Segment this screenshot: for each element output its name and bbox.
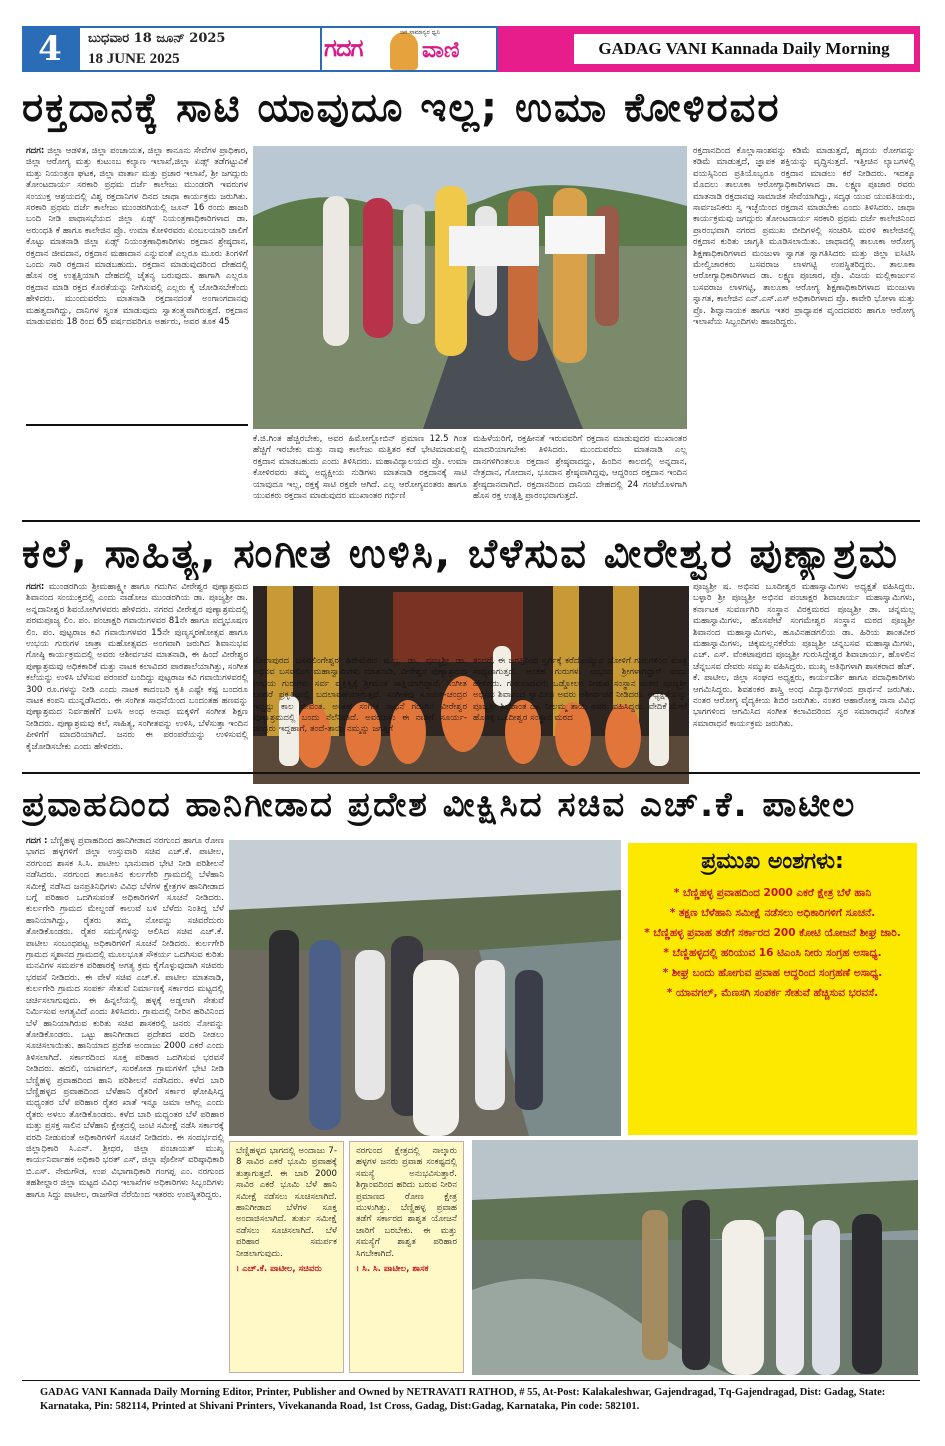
- story1-column-2a: ಕೆ.ಜಿ.ಗಿಂತ ಹೆಚ್ಚಿರಬೇಕು, ಅವರ ಹಿಮೋಗ್ಲೋಬಿನ್ ಪ್ರಮಾಣ 12.5 ಗಿಂತ ಹೆಚ್ಚಿಗೆ ಇರಬೇಕು ಮತ್ತು ನಾವು ಕಾಲೇಜು ಮತ್ತಿತರ ಕಡೆ ಭೇಟಿಮಾಡುವಲ್ಲಿ ರಕ್ತದಾನ ಮಾಡಬಹುದು ಎಂದು ತಿಳಿಸಿದರು. ಮಹಾವಿದ್ಯಾಲಯದ ಪ್ರೊ. ಉಮಾ ಕೋಳಿರವರು ತಮ್ಮ ಅಧ್ಯಕ್ಷೀಯ ನುಡಿಗಳು ಮಾತನಾಡಿ ರಕ್ತದಾನಕ್ಕೆ ಸಾಟಿ ಯಾವುದೂ ಇಲ್ಲ, ರಕ್ತಕ್ಕೆ ಸಾಟಿ ರಕ್ತವೇ ಆಗಿದೆ. ಎಲ್ಲ ಆರೋಗ್ಯವಂತರು ಹಾಗೂ ಯುವಕರು ರಕ್ತದಾನ ಮಾಡುವುದರ ಮುಖಾಂತರ ಗರ್ಭಿಣಿ: [253, 434, 467, 502]
- story2-body-1: ಮುಂಡರಗಿಯ ಶ್ರೀಮಹಾಕ್ಷ್ಮೀ ಹಾಗೂ ಗದುಗಿನ ವೀರೇಶ್ವರ ಪುಣ್ಯಾಶ್ರಮದ ಶಿವಾನಂದ ಸಂಯುಕ್ತದಲ್ಲಿ ಎಂದು ನಾಡೋಜ ಮುಂಡರಗಿಯ ಡಾ. ಪೂಜ್ಯಶ್ರೀ ಡಾ. ಅನ್ನದಾನೀಶ್ವರ ಶಿವಯೋಗಿಗಳವರು ಹೇಳಿದರು. ನಗರದ ವೀರೇಶ್ವರ ಪುಣ್ಯಾಶ್ರಮದಲ್ಲಿ ಪರಮಪೂಜ್ಯ ಲಿಂ. ಪಂ. ಪಂಚಾಕ್ಷರಿ ಗವಾಯಿಗಳವರ 81ನೇ ಹಾಗೂ ಪದ್ಮಭೂಷಣ ಲಿಂ. ಪಂ. ಪುಟ್ಟರಾಜ ಕವಿ ಗವಾಯಿಗಳವರ 15ನೇ ಪುಣ್ಯಸ್ಮರಣೋತ್ಸವ ಹಾಗೂ ಉಭಯ ಗುರುಗಳ ಜಾತ್ರಾ ಮಹೋತ್ಸವದ ಅಂಗವಾಗಿ ಜರುಗಿದ ಶಿವಾನುಭವ ಗೋಷ್ಠಿ ಕಾರ್ಯಕ್ರಮದಲ್ಲಿ ಅವರು ಆಶೀರ್ವಚನ ಮಾತನಾಡಿ, ಈ ಹಿಂದೆ ವೀರೇಶ್ವರ ಪುಣ್ಯಾಶ್ರಮವು ಅಧಿಕಕಾರಿಕೆ ಮತ್ತು ನಾಟಕ ಕಲಾವಿದರ ಪಾಠಶಾಲೆಯಾಗಿತ್ತು, ಸಂಗೀತ ಕಲೆಯನ್ನು ಉಳಿಸಿ ಬೆಳೆಸುವ ಪರಂಪರೆ ಬಂದಿದ್ದು ಪುಟ್ಟರಾಜ ಕವಿ ಗವಾಯಿಗಳವರಲ್ಲಿ 300 ರೂ.ಗಳನ್ನು ನೀಡಿ ಎಂದು ನಾಟಕ ಕಾದಂಬರಿ ಕೃತಿ ಎಷ್ಟೇ ಕಷ್ಟ ಬಂದರೂ ನಾಟಕ ಕಂಪನಿ ಮುನ್ನಡೆಸಿದರು. ಈ ಸಂಗೀತ ಸಾಧನೆಯಿಂದ ಬಂದಂತಹ ಹಣವನ್ನು ಪುಣ್ಯಾಶ್ರಮದ ನಿರ್ವಹಣೆಗೆ ಬಳಸಿ ಅಂಧ ಅನಾಥ ಮಕ್ಕಳಿಗೆ ಸಂಗೀತ ಶಿಕ್ಷಣ ನೀಡಿದರು. ಪುಣ್ಯಾಶ್ರಮವು ಕಲೆ, ಸಾಹಿತ್ಯ, ಸಂಗೀತವನ್ನು ಉಳಿಸಿ, ಬೆಳೆಸುತ್ತಾ ಇಂದಿನ ಪೀಳಿಗೆಗೆ ಮಾದರಿಯಾಗಿದೆ. ಜನರು ಈ ಪರಂಪರೆಯನ್ನು ಉಳಿಸುವಲ್ಲಿ ಕೈಜೋಡಿಸಬೇಕು ಎಂದು ಹೇಳಿದರು.: [26, 582, 248, 752]
- story1-headline: ರಕ್ತದಾನಕ್ಕೆ ಸಾಟಿ ಯಾವುದೂ ಇಲ್ಲ; ಉಮಾ ಕೋಳಿರವರ: [22, 85, 781, 131]
- story1-dateline: ಗದಗ:: [26, 146, 45, 156]
- divider: [26, 424, 248, 426]
- date-kannada: ಬುಧವಾರ 18 ಜೂನ್ 2025: [88, 31, 226, 46]
- story3-body-1: ಬೆಣ್ಣಿಹಳ್ಳ ಪ್ರವಾಹದಿಂದ ಹಾನಿಗೀಡಾದ ನರಗುಂದ ಹಾಗೂ ರೋಣ ಭಾಗದ ಹಳ್ಳಗಳಿಗೆ ಜಿಲ್ಲಾ ಉಸ್ತುವಾರಿ ಸಚಿವ ಎಚ್.ಕೆ. ಪಾಟೀಲ, ನರಗುಂದ ಶಾಸಕ ಸಿ.ಸಿ. ಪಾಟೀಲ ಭಾನುವಾರ ಭೇಟಿ ನೀಡಿ ಪರಿಶೀಲನೆ ನಡೆಸಿದರು. ನರಗುಂದ ತಾಲೂಕಿನ ಕುರ್ಲಗೇರಿ ಗ್ರಾಮದಲ್ಲಿ ಬೆಳೆಹಾನಿ ಸಮೀಕ್ಷೆ ನಡೆಸಿದ ಜನಪ್ರತಿನಿಧಿಗಳು ವಿವಿಧ ಬೆಳೆಗಳ ಕ್ಷೇತ್ರಗಳ ಹಾನಿಗೀಡಾದ ಬಗ್ಗೆ ಪರಿಹಾರ ಒದಗಿಸುವಂತೆ ಅಧಿಕಾರಿಗಳಿಗೆ ಸೂಚನೆ ನೀಡಿದರು. ಕುರ್ಲಗೇರಿ ಗ್ರಾಮದ ಮೇಲ್ದಂಡೆ ಕಾಲುವೆ ಬಳಿ ಬೆಳೆದು ನಿಂತಿದ್ದ ಬೆಳೆ ಹಾನಿಯಾಗಿದ್ದು, ರೈತರು ತಮ್ಮ ನೋವನ್ನು ಸಚಿವರೆದುರು ತೋಡಿಕೊಂಡರು. ರೈತರ ಸಮಸ್ಯೆಗಳನ್ನು ಆಲಿಸಿದ ಸಚಿವ ಎಚ್.ಕೆ. ಪಾಟೀಲ ಸಂಬಂಧಪಟ್ಟ ಅಧಿಕಾರಿಗಳಿಗೆ ಸೂಚನೆ ನೀಡಿದರು. ಕುರ್ಲಗೇರಿ ಗ್ರಾಮದ ಸ್ಮಶಾನದ ಗ್ರಾಮದಲ್ಲಿ ಮೂಲಭೂತ ಸೌಕರ್ಯ ಒದಗಿಸುವ ಕುರಿತು ಮನವಿಗಳ ಸಮರ್ಪಕ ಪರಿಹಾರಕ್ಕೆ ಅಗತ್ಯ ಕ್ರಮ ಕೈಗೊಳ್ಳುವುದಾಗಿ ಸಚಿವರು ಭರವಸೆ ನೀಡಿದರು. ಈ ವೇಳೆ ಸಚಿವ ಎಚ್.ಕೆ. ಪಾಟೀಲ ಮಾತನಾಡಿ, ಕುರ್ಲಗೇರಿ ಗ್ರಾಮದ ಸಂಪರ್ಕ ಸೇತುವೆ ನಿರ್ಮಾಣಕ್ಕೆ ಸರ್ಕಾರದ ಮಟ್ಟದಲ್ಲಿ ಚರ್ಚಿಸಲಾಗುವುದು. ಈ ಹಿನ್ನಲೆಯಲ್ಲಿ ಹಳ್ಳಕ್ಕೆ ಅಡ್ಡಲಾಗಿ ಸೇತುವೆ ನಿರ್ಮಿಸುವ ಅಗತ್ಯವಿದೆ ಎಂದು ತಿಳಿಸಿದರು. ಗ್ರಾಮದಲ್ಲಿ ನೀರಿನ ಹರಿವಿನಿಂದ ಬೆಳೆ ಹಾನಿಯಾಗಿರುವ ಕುರಿತು ಸಚಿವ ಶಾಸಕರಲ್ಲಿ ಜನರು ನೋವನ್ನು ತೋಡಿಕೊಂಡರು. ಒಟ್ಟು ಹಾನಿಗೀಡಾದ ಪ್ರದೇಶದ ವರದಿ ನೀಡಲು ಸೂಚಿಸಲಾಯಿತು. ಹಾನಿಯಾದ ಪ್ರದೇಶ ಅಂದಾಜು 2000 ಎಕರೆ ಎಂದು ತಿಳಿಸಲಾಗಿದೆ. ಸರ್ಕಾರದಿಂದ ಸೂಕ್ತ ಪರಿಹಾರ ಒದಗಿಸುವ ಭರವಸೆ ನೀಡಿದರು. ಹದಲಿ, ಯಾವಗಲ್, ಸುರಕೋಡ ಗ್ರಾಮಗಳಿಗೆ ಭೇಟಿ ನೀಡಿ ಬೆಣ್ಣಿಹಳ್ಳ ಪ್ರವಾಹದಿಂದ ಹಾನಿ ಪರಿಶೀಲನೆ ನಡೆಸಿದರು. ಕಳೆದ ಬಾರಿ ಬೆಣ್ಣಿಹಳ್ಳದ ಪ್ರವಾಹದಿಂದ ಬೆಳೆಹಾನಿ ರೈತರಿಗೆ ಸರ್ಕಾರ ಘೋಷಿಸಿದ್ದ ಮಧ್ಯಂತರ ಬೆಳೆ ಪರಿಹಾರ ರೈತರ ಖಾತೆ ಇನ್ನೂ ಜಮಾ ಆಗಿಲ್ಲ ಎಂದು ರೈತರು ಅಳಲು ತೋಡಿಕೊಂಡರು. ಕಳೆದ ಬಾರಿ ಮಧ್ಯಂತರ ಬೆಳೆ ಪರಿಹಾರ ಮತ್ತು ಪ್ರಸಕ್ತ ಸಾಲಿನ ಬೆಳೆಹಾನಿ ಕ್ಷೇತ್ರದಲ್ಲಿ ಜಂಟಿ ಸಮೀಕ್ಷೆ ನಡೆಸಿ ಸರ್ಕಾರಕ್ಕೆ ವರದಿ ನೀಡುವಂತೆ ಅಧಿಕಾರಿಗಳಿಗೆ ಸೂಚನೆ ನೀಡಿದರು. ಈ ಸಂದರ್ಭದಲ್ಲಿ ಜಿಲ್ಲಾಧಿಕಾರಿ ಸಿ.ಎನ್. ಶ್ರೀಧರ, ಜಿಲ್ಲಾ ಪಂಚಾಯತ್ ಮುಖ್ಯ ಕಾರ್ಯನಿರ್ವಾಹಕ ಅಧಿಕಾರಿ ಭರತ್ ಎಸ್, ಜಿಲ್ಲಾ ಪೊಲೀಸ್ ವರಿಷ್ಠಾಧಿಕಾರಿ ಬಿ.ಎಸ್. ನೇಮಗೌಡ, ಉಪ ವಿಭಾಗಾಧಿಕಾರಿ ಗಂಗಪ್ಪ ಎಂ. ನರಗುಂದ ತಹಶೀಲ್ದಾರ ಜಿಲ್ಲಾ ಮಟ್ಟದ ವಿವಿಧ ಇಲಾಖೆಗಳ ಅಧಿಕಾರಿಗಳು ಸಿಬ್ಬಂದಿಗಳು ಹಾಗೂ ಸಿದ್ದು ಪಾಟೀಲ, ರಾಜಗೌಡ ನೆರೆಯಿಂದ ಇತರರು ಉಪಸ್ಥಿತರಿದ್ದರು.: [26, 836, 224, 1200]
- flood-photo-illustration: [472, 1140, 918, 1375]
- date-english: 18 JUNE 2025: [88, 51, 180, 67]
- highlight-item: * ಬೆಣ್ಣಿಹಳ್ಳ ಪ್ರವಾಹ ತಡೆಗೆ ಸರ್ಕಾರದ 200 ಕೋಟಿ ಯೋಜನೆ ಶೀಘ್ರ ಜಾರಿ.: [644, 927, 901, 939]
- minister-quote-byline: । ಎಚ್.ಕೆ. ಪಾಟೀಲ, ಸಚಿವರು: [236, 1264, 322, 1275]
- highlight-item: * ತಕ್ಷಣ ಬೆಳೆಹಾನಿ ಸಮೀಕ್ಷೆ ನಡೆಸಲು ಅಧಿಕಾರಿಗಳಿಗೆ ಸೂಚನೆ.: [669, 907, 876, 919]
- highlight-item: * ಬೆಣ್ಣಿಹಳ್ಳದಲ್ಲಿ ಹರಿಯುವ 16 ಟಿಎಂಸಿ ನೀರು ಸಂಗ್ರಹ ಅಸಾಧ್ಯ.: [663, 947, 882, 959]
- masthead-title: GADAG VANI Kannada Daily Morning: [574, 34, 914, 64]
- inspection-photo-illustration: [229, 840, 621, 1136]
- story2-column-2a: ಸೊಲಾಪುರದ ಬಸವಲಿಂಗೇಶ್ವರ ಹಿರೇಮಠದ ಷ.ಬ್ರ. ಡಾ. ಪೂಜ್ಯಶ್ರೀ ಡಾ. ಅಭಿನವ ಬಸವಲಿಂಗ ಮಹಾಸ್ವಾಮಿಗಳು ಮಾತನಾಡಿ, ವೀರೇಶ್ವರ ಪುಣ್ಯಾಶ್ರಮದ ಉಭಯ ಗುರುಗಳು ಸರ್ವ ವ್ಯಕ್ತಿತ್ವಕ್ಕೆ ಶ್ರೀಮಂತ ಸಾಕ್ಷಿಯಾಗಿದ್ದಾರೆ. ಸಂಗೀತ ಬಂದರೆ ಪ್ರಕೃತಿಯಲ್ಲಿ ಬದಲಾವಣೆಯಾಗುತ್ತದೆ. ಸಂಗೀತವು ಸೂರ್ಯ-ಚಂದ್ರರ ಇದ್ದಷ್ಟು ಕಾಲ ಜೀವಂತ. ಅಂತಹ ಸಂಗೀತ ಸಾಧನೆ ಗದುಗಿನ ವೀರೇಶ್ವರ ಪುಣ್ಯಾಶ್ರಮದಲ್ಲಿ ಬಂದು ನೆಲೆನಿಂತಿದೆ. ಅವರುಗಳು ಈ ನಾಡಿಗೆ ಸೂರ್ಯ-ಚಂದ್ರರು ಇದ್ದಹಾಗೆ, ತಂದೆ-ತಾಯಿ ನಮ್ಮನ್ನು ಜಗತ್ತಿಗೆ: [253, 656, 467, 735]
- masthead-title-bar: [498, 26, 920, 72]
- section-divider: [22, 520, 920, 522]
- section-divider: [22, 772, 920, 774]
- highlight-item: * ಶೀಘ್ರ ಬಂದು ಹೋಗುವ ಪ್ರವಾಹ ಆದ್ದರಿಂದ ಸಂಗ್ರಹಣೆ ಅಸಾಧ್ಯ.: [662, 967, 883, 979]
- mla-quote-box: [349, 1141, 464, 1373]
- story1-column-1: [26, 146, 248, 416]
- mla-quote-text: ನರಗುಂದ ಕ್ಷೇತ್ರದಲ್ಲಿ ನಾಲ್ಕಾರು ಹಳ್ಳಗಳ ಜನರು ಪ್ರವಾಹ ಸಂಕಷ್ಟದಲ್ಲಿ ಸಮಸ್ಯೆ ಅನುಭವಿಸುತ್ತಾರೆ. ಶಿಗ್ಗಾಂವದಿಂದ ಹರಿದು ಬರುವ ನೀರಿನ ಪ್ರಮಾಣದ ರೋಣ ಕ್ಷೇತ್ರ ಮುಳುಗಿತ್ತು. ಬೆಣ್ಣಿಹಳ್ಳ ಪ್ರವಾಹ ತಡೆಗೆ ಸರ್ಕಾರದ ಶಾಶ್ವತ ಯೋಜನೆ ಜಾರಿಗೆ ಬರಬೇಕು. ಈ ಮತ್ತು ಸಮಸ್ಯೆಗೆ ಶಾಶ್ವತ ಪರಿಹಾರ ಸಿಗಬೇಕಾಗಿದೆ.: [356, 1146, 457, 1259]
- rally-photo-illustration: [253, 146, 687, 429]
- mla-quote-byline: । ಸಿ. ಸಿ. ಪಾಟೀಲ, ಶಾಸಕ: [356, 1264, 429, 1275]
- story3-dateline: ಗದಗ :: [26, 836, 48, 846]
- story2-headline: ಕಲೆ, ಸಾಹಿತ್ಯ, ಸಂಗೀತ ಉಳಿಸಿ, ಬೆಳೆಸುವ ವೀರೇಶ್ವರ ಪುಣ್ಯಾಶ್ರಮ: [22, 531, 899, 577]
- highlight-item: * ಬೆಣ್ಣಿಹಳ್ಳ ಪ್ರವಾಹದಿಂದ 2000 ಎಕರೆ ಕ್ಷೇತ್ರ ಬೆಳೆ ಹಾನಿ: [673, 887, 872, 899]
- logo-text-left: ಗದಗ: [324, 34, 363, 62]
- story2-dateline: ಗದಗ:: [26, 582, 45, 592]
- newspaper-logo: [322, 26, 498, 72]
- date-box: [78, 26, 322, 72]
- story1-body-1: ಜಿಲ್ಲಾ ಆಡಳಿತ, ಜಿಲ್ಲಾ ಪಂಚಾಯತ, ಜಿಲ್ಲಾ ಕಾನೂನು ಸೇವೆಗಳ ಪ್ರಾಧಿಕಾರ, ಜಿಲ್ಲಾ ಆರೋಗ್ಯ ಮತ್ತು ಕುಟುಂಬ ಕಲ್ಯಾಣ ಇಲಾಖೆ,ಜಿಲ್ಲಾ ಏಡ್ಸ್ ತಡೆಗಟ್ಟುವಿಕೆ ಮತ್ತು ನಿಯಂತ್ರಣ ಘಟಕ, ಜಿಲ್ಲಾ ವಾರ್ತಾ ಮತ್ತು ಪ್ರಚಾರ ಇಲಾಖೆ, ಶ್ರೀ ಜಗದ್ಗುರು ತೋಂಟದಾರ್ಯ ಸರಕಾರಿ ಪ್ರಥಮ ದರ್ಜೆ ಕಾಲೇಜು ಮುಂಡರಗಿ ಇವರುಗಳ ಸಂಯುಕ್ತ ಆಶ್ರಯದಲ್ಲಿ ವಿಶ್ವ ರಕ್ತದಾನಿಗಳ ದಿನದ ಜಾಥಾ ಕಾರ್ಯಕ್ರಮ ಜರುಗಿತು. ಸರಕಾರಿ ಪ್ರಥಮ ದರ್ಜೆ ಕಾಲೇಜು ಮುಂಡರಗಿಯಲ್ಲಿ ಜೂನ್ 16 ರಂದು ಹಾಜರಿ ಬಂದಿ ನೀಡಿ ಪಾಥಾಸಭೆಯದ ಜಿಲ್ಲಾ ಏಡ್ಸ್ ನಿಯಂತ್ರಣಾಧಿಕಾರಿಗಳಾದ ಡಾ. ಅರುಂಧತಿ ಕೆ ಹಾಗೂ ಕಾಲೇಜಿನ ಪ್ರೊ. ಉಮಾ ಕೋಳಿರವರು ಏಂಬಲಯಾರಿ ಜಾಲಿಗೆ ಕೊಟ್ಟು ಮಾತನಾಡಿ ಜಿಲ್ಲಾ ಏಡ್ಸ್ ನಿಯಂತ್ರಣಾಧಿಕಾರಿಗಳು ರಕ್ತದಾನ ಶ್ರೇಷ್ಠದಾನ, ರಕ್ತದಾನ ಜೀವದಾನ, ರಕ್ತದಾನ ಮಹಾದಾನ ಎನ್ನುವಂತೆ ಎಲ್ಲರೂ ಮೂರು ತಿಂಗಳಿಗೆ ಒಂದು ಸಾರಿ ರಕ್ತದಾನ ಮಾಡಬಹುದು. ರಕ್ತದಾನ ಮಾಡುವುದರಿಂದ ದೇಹದಲ್ಲಿ ಹೊಸ ರಕ್ತ ಉತ್ಪತ್ತಿಯಾಗಿ ದೇಹದಲ್ಲಿ ಚೈತನ್ಯ ಬರುವುದು. ಹಾಗಾಗಿ ಎಲ್ಲರೂ ರಕ್ತದಾನ ಮಾಡಿ ರಕ್ತದ ಕೊರತೆಯನ್ನು ನೀಗಿಸುವಲ್ಲಿ ಎಲ್ಲರು ಕೈ ಜೋಡಿಸಬೇಕೆಂದು ಹೇಳಿದರು. ಮುಂದುವರೆದು ಮಾತನಾಡಿ ರಕ್ತದಾನದಂತೆ ಅಂಗಾಂಗದಾನವು ಮಹತ್ವದಾಗಿದ್ದು, ದಾನಿಗಳ ಸ್ವಂತ ಮಾಡುವುದು ಸ್ವಾತಂತ್ರ್ಯವಾಗಿರುತ್ತದೆ. ರಕ್ತದಾನ ಮಾಡುವವರು 18 ರಿಂದ 65 ವರ್ಷದವರಿಗೂ ಅರ್ಹರು, ಅವರ ತೂಕ 45: [26, 146, 248, 328]
- masthead: [22, 26, 920, 72]
- page-number: 4: [22, 26, 78, 72]
- story1-photo-blood-donation-rally: [253, 146, 687, 429]
- story3-photo-minister-inspection: [229, 840, 621, 1136]
- logo-tagline: ಜನ ಸಾಮಾನ್ಯರ ಧ್ವನಿ: [400, 29, 440, 36]
- logo-text-right: ವಾಣಿ: [422, 38, 460, 63]
- minister-quote-text: ಬೆಣ್ಣಿಹಳ್ಳದ ಭಾಗದಲ್ಲಿ ಅಂದಾಜು 7-8 ಸಾವಿರ ಎಕರೆ ಭೂಮಿ ಪ್ರವಾಹಕ್ಕೆ ತುತ್ತಾಗುತ್ತದೆ. ಈ ಬಾರಿ 2000 ಸಾವಿರ ಎಕರೆ ಭೂಮಿ ಬೆಳೆ ಹಾನಿ ಸಮೀಕ್ಷೆ ನಡೆಸಲು ಸೂಚಿಸಲಾಗಿದೆ. ಹಾನಿಗೀಡಾದ ಬೆಳೆಗಳ ಸೂಕ್ತ ಅಂದಾಜಿಸಲಾಗಿದೆ. ತುರ್ತು ಸಮೀಕ್ಷೆ ನಡೆಸಲು ಸೂಚಿಸಲಾಗಿದೆ. ಬೆಳೆ ಪರಿಹಾರ ಸಮರ್ಪಕ ನೀಡಲಾಗುವುದು.: [236, 1146, 337, 1259]
- highlight-item: * ಯಾವಗಲ್, ಮೆಣಸಗಿ ಸಂಪರ್ಕ ಸೇತುವೆ ಹೆಚ್ಚಿಸುವ ಭರವಸೆ.: [666, 987, 879, 999]
- story3-column-1: [26, 836, 224, 1372]
- story3-photo-flood-site: [472, 1140, 918, 1375]
- minister-quote-box: [229, 1141, 344, 1373]
- highlights-title: ಪ್ರಮುಖ ಅಂಶಗಳು:: [701, 849, 844, 874]
- story3-headline: ಪ್ರವಾಹದಿಂದ ಹಾನಿಗೀಡಾದ ಪ್ರದೇಶ ವೀಕ್ಷಿಸಿದ ಸಚಿವ ಎಚ್.ಕೆ. ಪಾಟೀಲ: [22, 785, 857, 825]
- logo-figure-icon: [390, 32, 418, 70]
- imprint-footer: GADAG VANI Kannada Daily Morning Editor, Printer, Publisher and Owned by NETRAVATI RATHOD, # 55, At-Post: Kalakaleshwar, Gajendragad, Tq-Gajendragad, Dist: Gadag, State: Karnataka, Pin: 582114, Printed at Shivani Printers, Vivekananda Road, 1st Cross, Gadag, Dist:Gadag, Karnataka, Pin code: 582101.: [40, 1387, 886, 1412]
- highlights-box: [628, 843, 917, 1135]
- footer-divider: [22, 1380, 920, 1381]
- story1-column-2b: ಮಹಿಳೆಯರಿಗೆ, ರಕ್ತಹೀನತೆ ಇರುವವರಿಗೆ ರಕ್ತದಾನ ಮಾಡುವುದರ ಮುಖಾಂತರ ಮಾದರಿಯಾಗಬೇಕು ತಿಳಿಸಿದರು. ಮುಂದುವರೆದು ಮಾತನಾಡಿ ಎಲ್ಲ ದಾನಗಳಿಗಿಂತಲೂ ರಕ್ತದಾನ ಶ್ರೇಷ್ಠವಾದದ್ದು, ಹಿಂದಿನ ಕಾಲದಲ್ಲಿ ಅನ್ನದಾನ, ನೇತ್ರದಾನ, ಗೋದಾನ, ಭೂದಾನ ಶ್ರೇಷ್ಠವಾಗಿದ್ದವು, ಆದ್ದರಿಂದ ರಕ್ತದಾನ ಇಂದಿನ ಶ್ರೇಷ್ಠದಾನವಾಗಿದೆ. ರಕ್ತದಾನದಿಂದ ದಾನಿಯ ದೇಹದಲ್ಲಿ 24 ಗಂಟೆಯೊಳಗಾಗಿ ಹೊಸ ರಕ್ತ ಉತ್ಪತ್ತಿ ಪ್ರಾರಂಭವಾಗುತ್ತದೆ.: [473, 434, 687, 502]
- story1-column-3: ರಕ್ತದಾನದಿಂದ ಕೊಲ್ಲಾಸಾಂಶವನ್ನು ಕಡಿಮೆ ಮಾಡುತ್ತದೆ, ಹೃದಯ ರೋಗವನ್ನು ಕಡಿಮೆ ಮಾಡುತ್ತದೆ, ಜ್ಞಾಪಕ ಶಕ್ತಿಯನ್ನು ವೃದ್ಧಿಸುತ್ತದೆ. ಇತ್ತೀಚಿನ ಲ್ಯಾಬಗಳಲ್ಲಿ ವಯಸ್ಸಿನಿಂದ ಪ್ರತಿಯೊಬ್ಬರೂ ರಕ್ತದಾನ ಮಾಡಲು ಕರೆ ನೀಡಿದರು. ಇದಕ್ಕೂ ಮೊದಲು ತಾಲೂಕಾ ಆರೋಗ್ಯಾಧಿಕಾರಿಗಳಾದ ಡಾ. ಲಕ್ಷ್ಮಣ ಪೂಜಾರ ರವರು ಮಾತನಾಡಿ ರಕ್ತದಾನವು ಸಾಮಾಜಿಕ ಸೇವೆಯಾಗಿದ್ದು, ಸದೃಢ ಯುವ ಯುವತಿಯರು, ಸಾರ್ವಜನಿಕರು ಸ್ವ ಇಚ್ಛೆಯಿಂದ ರಕ್ತದಾನ ಮಾಡಬೇಕು ಎಂದು ತಿಳಿಸಿದರು. ಜಾಥಾ ಕಾರ್ಯಕ್ರಮವು ಜಗದ್ಗುರು ತೋಂಟದಾರ್ಯ ಸರಕಾರಿ ಪ್ರಥಮ ದರ್ಜೆ ಕಾಲೇಜಿನಿಂದ ಪ್ರಾರಂಭವಾಗಿ ನಗರದ ಪ್ರಮುಖ ಬೀದಿಗಳಲ್ಲಿ ಸಂಚರಿಸಿ ಮರಳಿ ಕಾಲೇಜಿನಲ್ಲಿ ರಕ್ತದಾನ ಕುರಿತು ಜಾಗೃತಿ ಮೂಡಿಸಲಾಯಿತು. ಜಾಥಾದಲ್ಲಿ ತಾಲೂಕಾ ಆರೋಗ್ಯ ಶಿಕ್ಷಣಾಧಿಕಾರಿಗಳಾದ ಮಂಜುಳಾ ಸ್ವಾಗತ ಸ್ವಾಗತಿಸಿದರು ಮತ್ತು ಜಿಲ್ಲಾ ಐಸಿಟಿಸಿ ಮೇಲ್ವಿಚಾರಕರು ಬಸವರಾಜ ಲಾಳಗಟ್ಟಿ ಉಪಸ್ಥಿತರಿದ್ದರು. ತಾಲೂಕಾ ಆರೋಗ್ಯಾಧಿಕಾರಿಗಳಾದ ಡಾ. ಲಕ್ಷ್ಮಣ ಪೂಜಾರ, ಪ್ರೊ. ವಿಜಯ ಮಲ್ಲಿಕಾರ್ಜುನ ಬಸವರಾಜ ಲಾಳಗಟ್ಟಿ, ತಾಲೂಕಾ ಆರೋಗ್ಯ ಶಿಕ್ಷಣಾಧಿಕಾರಿಗಳಾದ ಮಂಜುಳಾ ಸ್ವಾಗತ, ಕಾಲೇಜಿನ ಎನ್.ಎಸ್.ಎಸ್ ಅಧಿಕಾರಿಗಳಾದ ಪ್ರೊ. ಕಾವೇರಿ ಭೋಳಾ ಮತ್ತು ಪ್ರೊ. ಶಿವ್ವಾನಾಯಕ ಹಾಗೂ ಇತರ ಪ್ರಾಧ್ಯಾಪಕ ವೃಂದದವರು ಹಾಗೂ ಆರೋಗ್ಯ ಇಲಾಖೆಯ ಸಿಬ್ಬಂದಿಗಳು ಹಾಜರಿದ್ದರು.: [693, 146, 915, 328]
- story2-column-3: ಪೂಜ್ಯಶ್ರೀ ಷ. ಅಭಿನವ ಬೂದೀಶ್ವರ ಮಹಾಸ್ವಾಮಿಗಳು ಅಧ್ಯಕ್ಷತೆ ವಹಿಸಿದ್ದರು. ಬಳ್ಳಾರಿ ಶ್ರೀ ಪೂಜ್ಯಶ್ರೀ ಅಭಿನವ ಪಂಚಾಕ್ಷರ ಶಿವಾಚಾರ್ಯ ಮಹಾಸ್ವಾಮಿಗಳು, ಕರ್ನಾಟಕ ಸುವರ್ಣಗಿರಿ ಸಂಸ್ಥಾನ ವಿರಕ್ತಮಠದ ಪೂಜ್ಯಶ್ರೀ ಡಾ. ಚನ್ನಮಲ್ಲ ಮಹಾಸ್ವಾಮಿಗಳು, ಹೊಸಪೇಟೆ ಸಂಗಮೇಶ್ವರ ಸಂಸ್ಥಾನ ಮಠದ ಪೂಜ್ಯಶ್ರೀ ಶಿವಾನಂದ ಮಹಾಸ್ವಾಮಿಗಳು, ಹೂವಿನಹಡಗಲಿಯ ಡಾ. ಹಿರಿಯ ಶಾಂತವೀರ ಮಹಾಸ್ವಾಮಿಗಳು, ಚಿಕ್ಕಮಲ್ಲನಕೆರೆಯ ಪೂಜ್ಯಶ್ರೀ ಚನ್ನಬಸವ ಮಹಾಸ್ವಾಮಿಗಳು, ಎಚ್. ಎಸ್. ವೆಂಕಟಾಪುರದ ಪೂಜ್ಯಶ್ರೀ ಗುರುಸಿದ್ದೇಶ್ವರ ಶಿವಾಚಾರ್ಯ, ಹೊಳಲಿನ ಚೆನ್ನಬಸವ ದೇವರು ಸಮ್ಮುಖ ವಹಿಸಿದ್ದರು. ಮುಖ್ಯ ಅತಿಥಿಗಳಾಗಿ ಶಾಸಕರಾದ ಹೆಚ್. ಕೆ. ಪಾಟೀಲ, ಜಿಲ್ಲಾ ಸಂಘದ ಅಧ್ಯಕ್ಷರು, ಕಾರ್ಯದರ್ಶಿ ಹಾಗೂ ಪದಾಧಿಕಾರಿಗಳು ಆಗಮಿಸಿದ್ದರು. ಶಿವಶಂಕರ ಶಾಸ್ತ್ರಿ ಅಂಧ ವಿದ್ಯಾರ್ಥಿಗಳಿಂದ ಪ್ರಾರ್ಥನೆ ಜರುಗಿತು. ನಂತರ ಆರೋಗ್ಯ ವೈದ್ಯಕೀಯ ಶಿಬಿರ ಜರುಗಿತು. ನಂತರ ಆಹಾರೋತ್ತ ನಾನಾ ವಿವಿಧ ಭಾಗಗಳಿಂದ ಆಗಮಿಸಿದ ಸಂಗೀತ ಕಲಾವಿದರಿಂದ ಸ್ವರ ಸಮಾರಾಧನೆ ಸಂಗೀತ ಸಮಾರಾಧನೆ ಕಾರ್ಯಕ್ರಮ ಜರುಗಿತು.: [693, 582, 915, 729]
- story2-column-2b: ತಂದರೆ, ಈ ಜಗತ್ತಿನಿಂದ ಸ್ವರ್ಗಕ್ಕೆ ಕರೆದೊಯ್ಯುವ ಜೋಳಿಗೆ ಗುರುಗಳಿಂದ ಮಾತ್ರ ಸಾಧ್ಯವಾಗುತ್ತದೆ. ಅಂತಹ ಗುರುಗಳು ಉಭಯ ಶ್ರೀಗಳಾಗಿದ್ದಾರೆ ಎಂದು ಹೇಳಿದರು. ಗುರುವಾದವರು ಒಡ್ಡೋಲಗ ನೀಡುವ ಸಂಸ್ಥಾನ ಮಠದ ಪೂಜ್ಯಶ್ರೀ ಅಭಿನವ ಶಿವಾನಂದ ಸ್ವಾಮೀಜಿ ಅವರು ಆಶೀರ್ವಚನ ನೀಡಿದರು. ಅಧ್ಯಕ್ಷತೆಯನ್ನು ಪೂಜ್ಯಶ್ರೀ ಶಿವಶಾಂತ ಡಾ. ನೀಲಮ್ಮ ತಾಯಿ ಅವರು ವಹಿಸಿದ್ದರು. ವೇದಿಕೆ ಮೇಲೆ ಹೊಸಳ್ಳಿ ಬೂದೀಶ್ವರ ಸಂಸ್ಥಾನ ಮಠದ: [473, 656, 687, 724]
- story2-column-1: [26, 582, 248, 802]
- highlights-list: [638, 885, 907, 1005]
